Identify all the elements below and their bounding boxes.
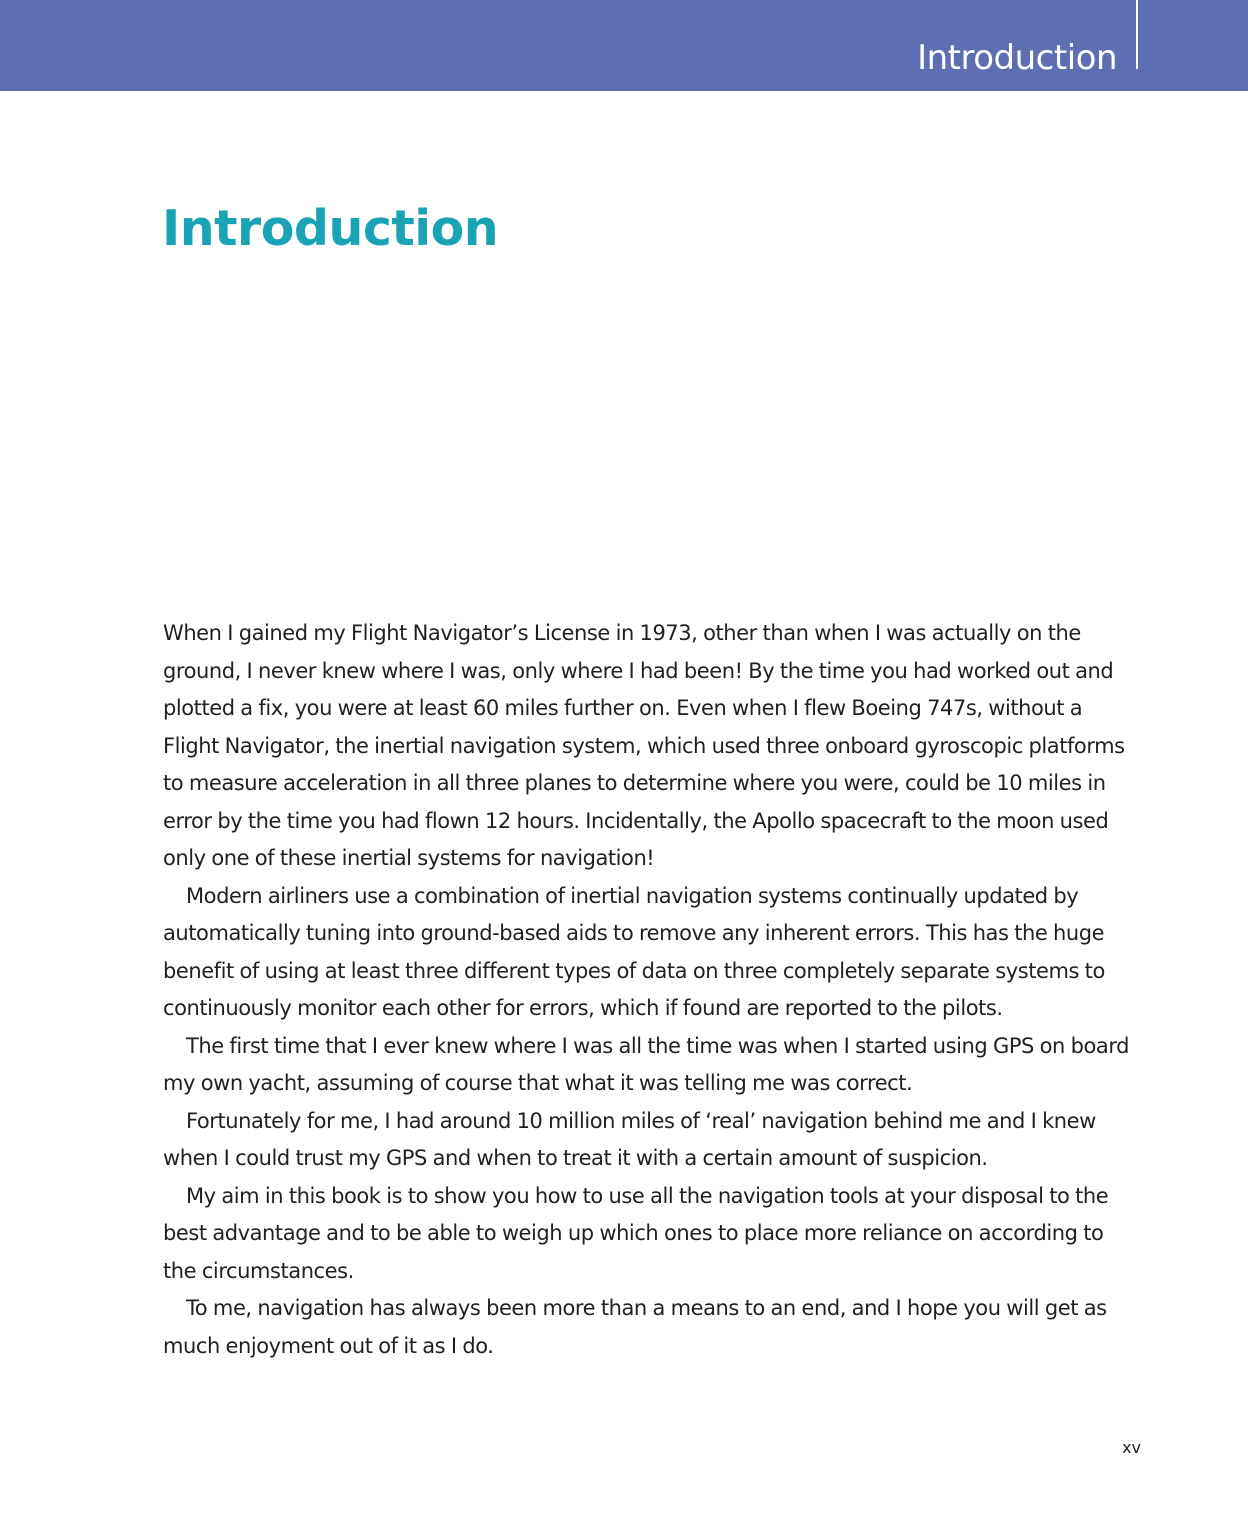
running-head-band: [0, 0, 1248, 91]
running-head-rule: [1136, 0, 1138, 69]
chapter-title: Introduction: [162, 200, 499, 257]
page-number: xv: [1122, 1438, 1141, 1457]
paragraph: The first time that I ever knew where I was all the time was when I started using GPS on board my own yacht, assuming of course that what it was telling me was correct.: [163, 1033, 1130, 1095]
paragraph: Modern airliners use a combination of inertial navigation systems continually updated by automatically tuning into ground-based aids to remove any inherent errors. This has the huge benefit of using at least three different types of data on three completely separate systems to continuously monitor each other for errors, which if found are reported to the pilots.: [163, 883, 1105, 1020]
paragraph: When I gained my Flight Navigator’s License in 1973, other than when I was actually on the ground, I never knew where I was, only where I had been! By the time you had worked out and plotted a fix, you were at least 60 miles further on. Even when I flew Boeing 747s, without a Flight Navigator, the inertial navigation system, which used three onboard gyroscopic platforms to measure acceleration in all three planes to determine where you were, could be 10 miles in error by the time you had flown 12 hours. Incidentally, the Apollo spacecraft to the moon used only one of these inertial systems for navigation!: [163, 621, 1125, 870]
running-head: Introduction: [917, 38, 1117, 78]
paragraph: My aim in this book is to show you how to use all the navigation tools at your disposal to the best advantage and to be able to weigh up which ones to place more reliance on according to the circumstances.: [163, 1183, 1109, 1283]
paragraph: Fortunately for me, I had around 10 million miles of ‘real’ navigation behind me and I knew when I could trust my GPS and when to treat it with a certain amount of suspicion.: [163, 1108, 1096, 1170]
paragraph: To me, navigation has always been more than a means to an end, and I hope you will get as much enjoyment out of it as I do.: [163, 1296, 1107, 1358]
body-text: [163, 615, 1141, 1365]
